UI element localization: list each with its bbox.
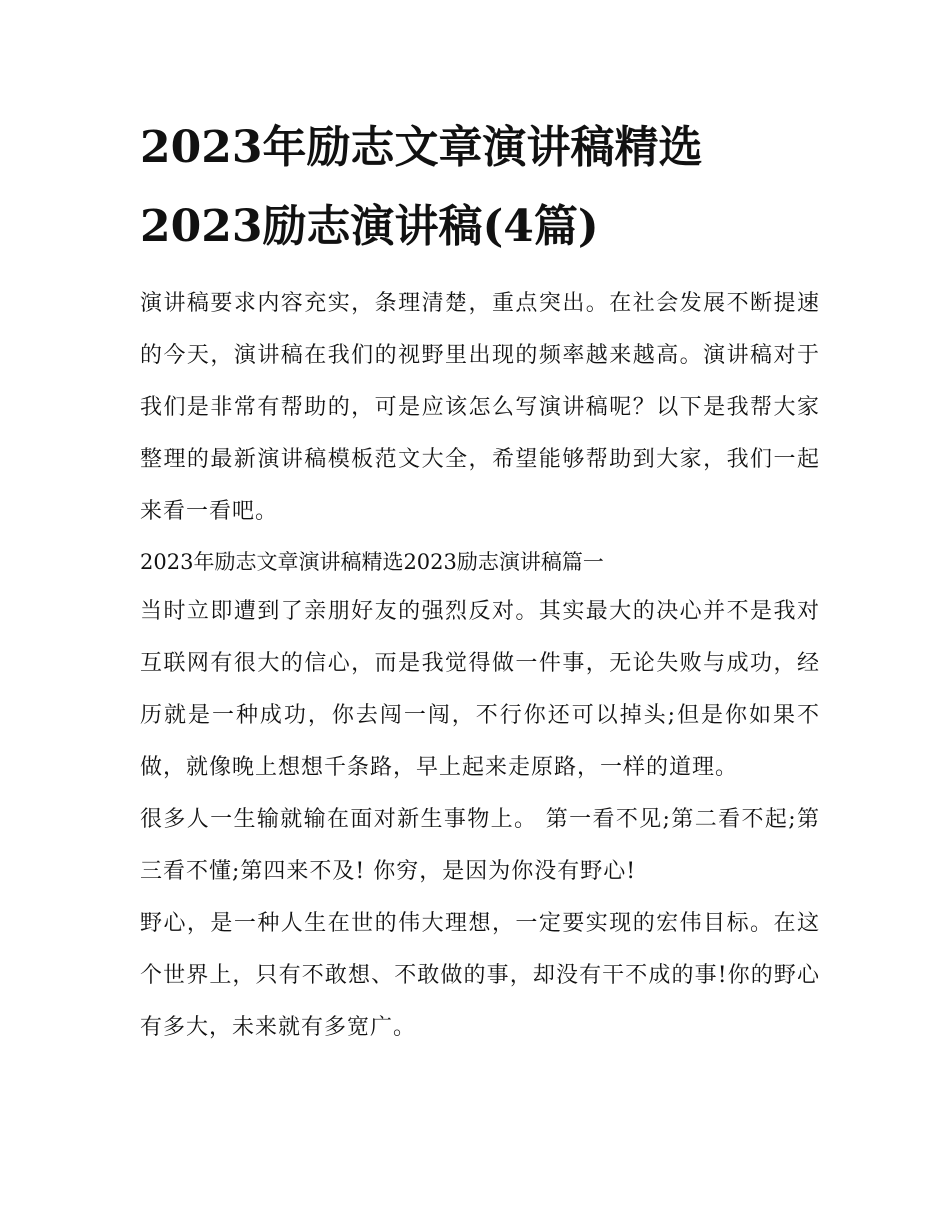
body-paragraph: 很多人一生输就输在面对新生事物上。 第一看不见;第二看不起;第三看不懂;第四来不及! 你穷，是因为你没有野心!: [140, 807, 820, 884]
document-title-line-1: 2023年励志文章演讲稿精选: [140, 122, 703, 173]
body-paragraph: 野心，是一种人生在世的伟大理想，一定要实现的宏伟目标。在这个世界上，只有不敢想、不敢做的事，却没有干不成的事!你的野心有多大，未来就有多宽广。: [140, 911, 820, 1040]
body-paragraph: 当时立即遭到了亲朋好友的强烈反对。其实最大的决心并不是我对互联网有很大的信心，而是我觉得做一件事，无论失败与成功，经历就是一种成功，你去闯一闯，不行你还可以掉头;但是你如果不做，就像晚上想想千条路，早上起来走原路，一样的道理。: [140, 599, 820, 780]
intro-paragraph: 演讲稿要求内容充实，条理清楚，重点突出。在社会发展不断提速的今天，演讲稿在我们的视野里出现的频率越来越高。演讲稿对于我们是非常有帮助的，可是应该怎么写演讲稿呢？以下是我帮大家整理的最新演讲稿模板范文大全，希望能够帮助到大家，我们一起来看一看吧。: [140, 291, 820, 524]
document-title-line-2: 2023励志演讲稿(4篇): [140, 201, 599, 252]
section-heading: 2023年励志文章演讲稿精选2023励志演讲稿篇一: [140, 550, 604, 574]
document-body: [140, 278, 820, 1054]
